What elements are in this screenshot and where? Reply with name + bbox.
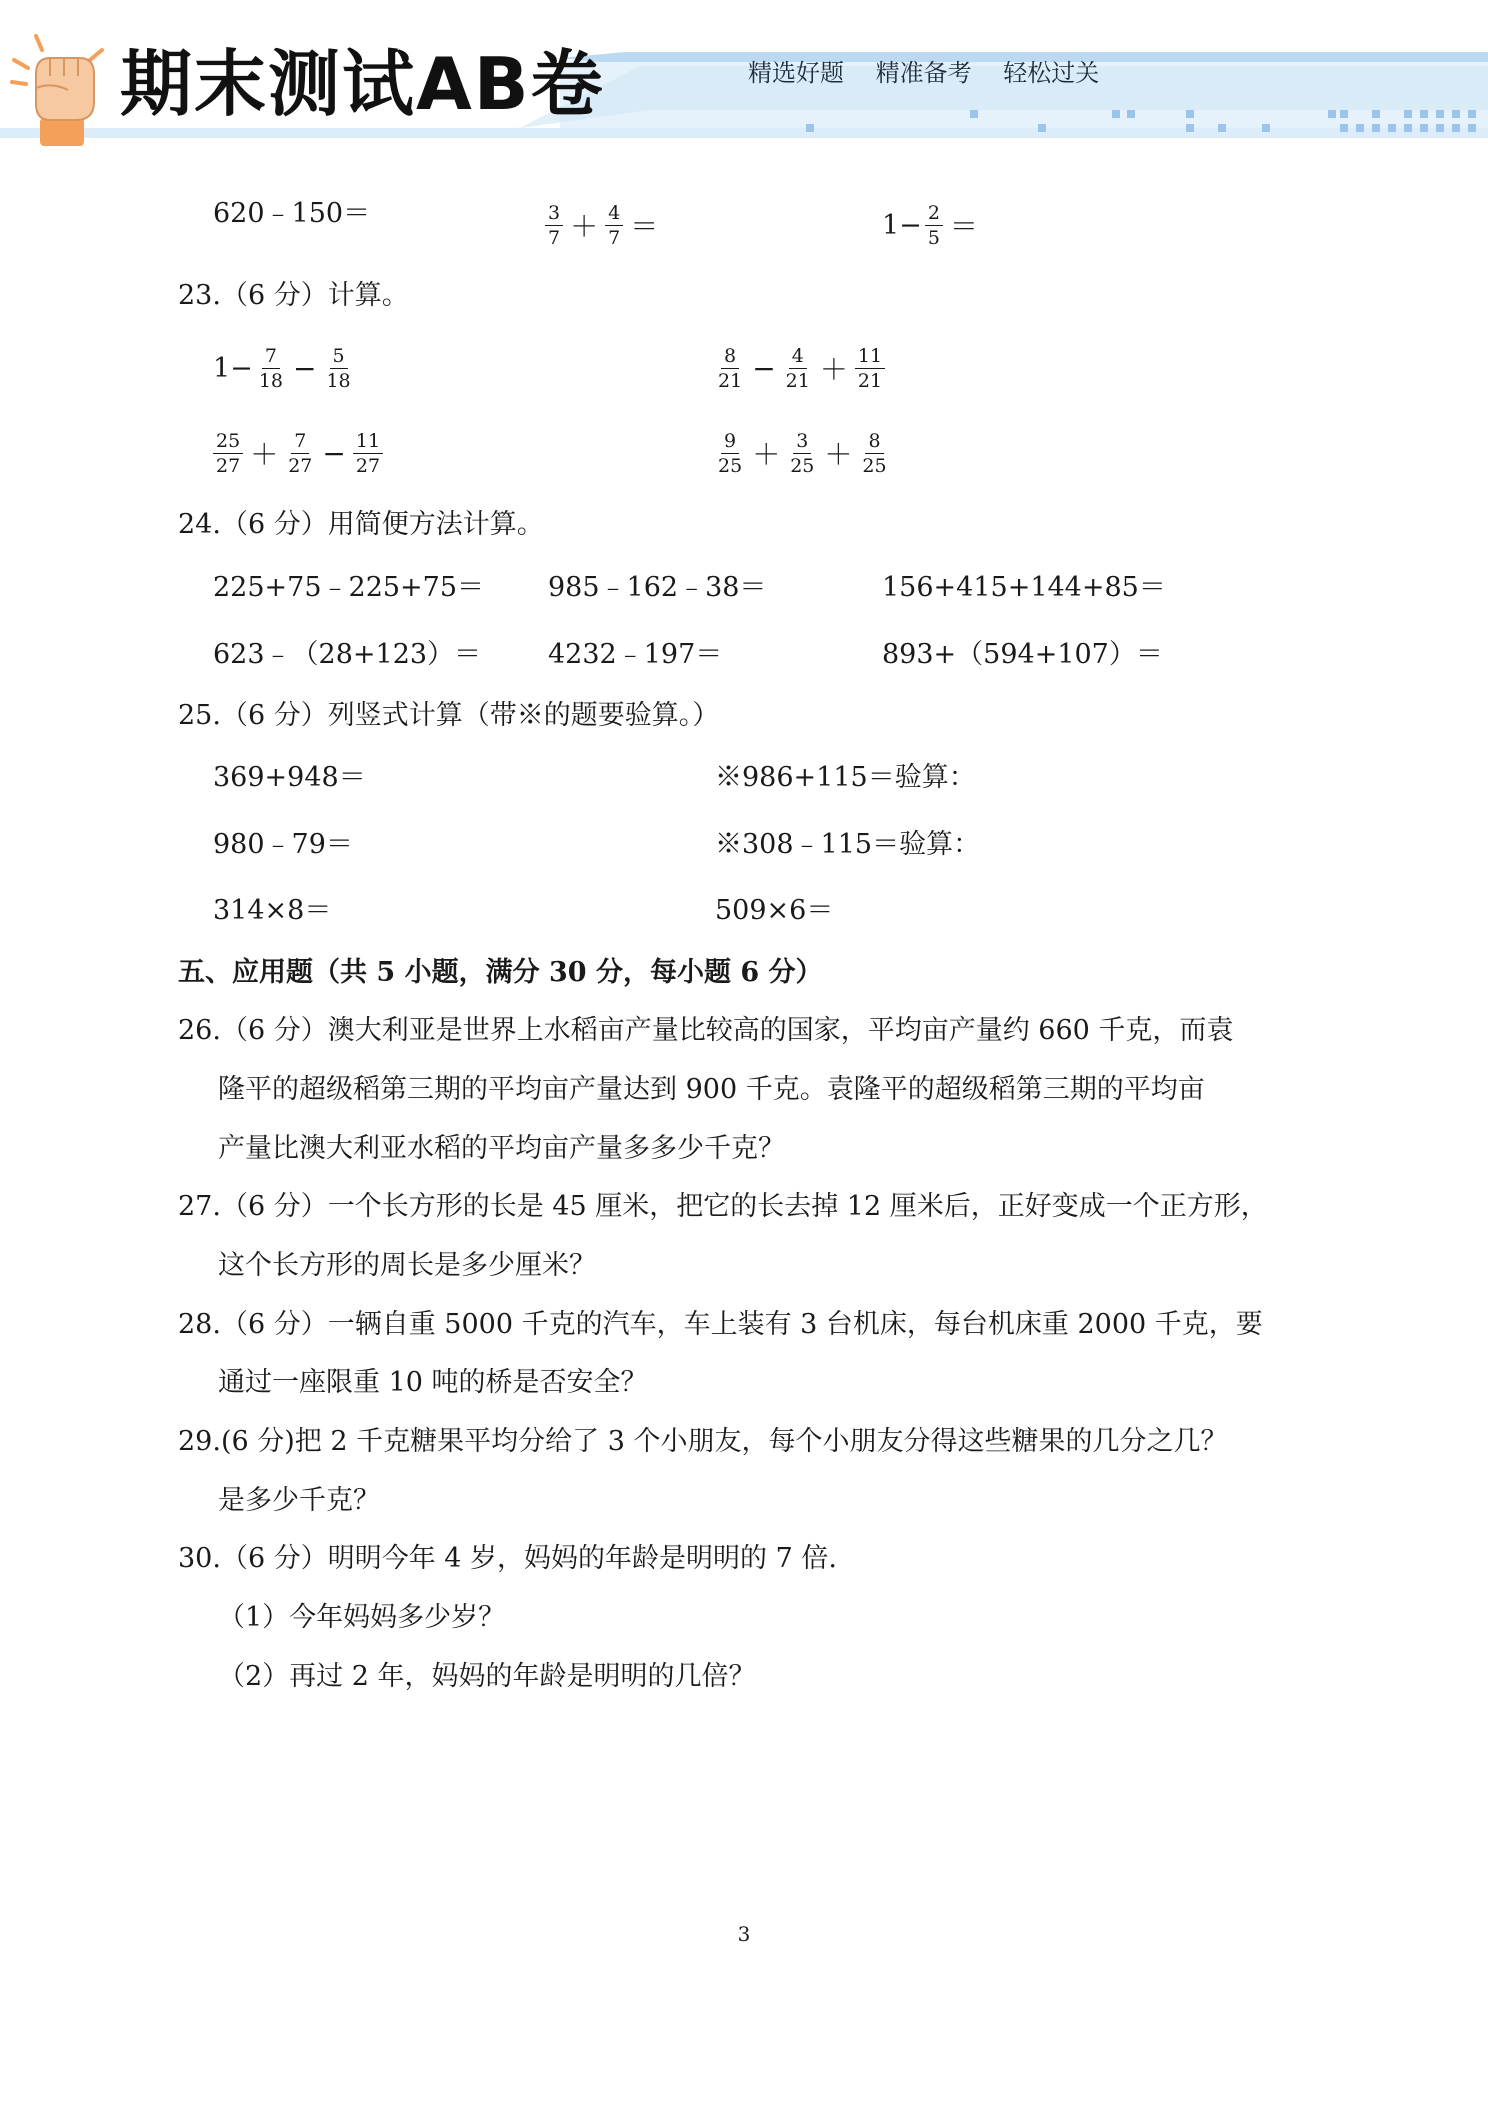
question-30-part-2: （2）再过 2 年，妈妈的年龄是明明的几倍？ <box>218 1661 756 1692</box>
question-28-line-2: 通过一座限重 10 吨的桥是否安全？ <box>218 1367 648 1398</box>
q24-expression: 623﹣（28+123）＝ <box>213 639 482 670</box>
fraction: $\frac{3}{7}$ <box>545 202 563 249</box>
question-27-line-2: 这个长方形的周长是多少厘米？ <box>218 1250 596 1281</box>
question-26-line-1: 26.（6 分）澳大利亚是世界上水稻亩产量比较高的国家，平均亩产量约 660 千克，而袁 <box>178 1015 1234 1046</box>
q24-expression: 4232﹣197＝ <box>548 639 723 670</box>
fraction: $\frac{8}{25}$ <box>862 429 887 477</box>
fraction: $\frac{25}{27}$ <box>213 430 243 477</box>
fraction: $\frac{4}{21}$ <box>785 344 810 392</box>
question-26-line-2: 隆平的超级稻第三期的平均亩产量达到 900 千克。袁隆平的超级稻第三期的平均亩 <box>218 1074 1205 1105</box>
header-slogans <box>748 58 1123 88</box>
question-24-title: 24.（6 分）用简便方法计算。 <box>178 509 544 540</box>
fraction: $\frac{3}{25}$ <box>790 429 815 477</box>
q23-expression-2: $\frac{8}{21}$ − $\frac{4}{21}$ ＋ $\frac{11}{21}$ <box>712 336 888 400</box>
fraction: $\frac{7}{27}$ <box>288 429 313 477</box>
section-5-heading: 五、应用题（共 5 小题，满分 30 分，每小题 6 分） <box>178 957 823 988</box>
question-29-line-2: 是多少千克？ <box>218 1485 380 1516</box>
brand-title: 期末测试AB卷 <box>120 42 605 126</box>
fraction: $\frac{8}{21}$ <box>718 344 743 392</box>
fraction: $\frac{11}{27}$ <box>353 430 383 477</box>
question-28-line-1: 28.（6 分）一辆自重 5000 千克的汽车，车上装有 3 台机床，每台机床重 2000 千克，要 <box>178 1309 1263 1340</box>
q25-expression: 980﹣79＝ <box>213 829 353 860</box>
fraction: $\frac{2}{5}$ <box>925 202 943 249</box>
expression-620-minus-150: 620﹣150＝ <box>213 198 371 229</box>
question-25-title: 25.（6 分）列竖式计算（带※的题要验算。） <box>178 700 720 731</box>
q24-expression: 985﹣162﹣38＝ <box>548 572 767 603</box>
q23-expression-1: 1− $\frac{7}{18}$ − $\frac{5}{18}$ <box>213 336 357 400</box>
q23-expression-4: $\frac{9}{25}$ ＋ $\frac{3}{25}$ ＋ $\frac{8}{25}$ <box>712 421 893 485</box>
q24-expression: 225+75﹣225+75＝ <box>213 572 485 603</box>
fraction: $\frac{9}{25}$ <box>718 429 743 477</box>
q25-expression: 509×6＝ <box>715 895 834 926</box>
expression-fraction-sum: $\frac{3}{7}$ ＋ $\frac{4}{7}$ ＝ <box>542 193 662 257</box>
fraction: $\frac{11}{21}$ <box>855 345 885 392</box>
question-27-line-1: 27.（6 分）一个长方形的长是 45 厘米，把它的长去掉 12 厘米后，正好变成一个正方形， <box>178 1191 1268 1222</box>
slogan-3: 轻松过关 <box>1003 59 1100 87</box>
q24-expression: 156+415+144+85＝ <box>882 572 1166 603</box>
raised-fist-icon <box>6 30 118 148</box>
question-23-title: 23.（6 分）计算。 <box>178 280 409 311</box>
q25-expression: ※986+115＝验算： <box>715 762 976 793</box>
fraction: $\frac{4}{7}$ <box>605 202 623 249</box>
question-30-line-1: 30.（6 分）明明今年 4 岁，妈妈的年龄是明明的 7 倍. <box>178 1543 837 1574</box>
slogan-2: 精准备考 <box>875 59 972 87</box>
expression-one-minus-fraction: 1− $\frac{2}{5}$ ＝ <box>882 201 978 249</box>
q25-expression: ※308﹣115＝验算： <box>715 829 981 860</box>
question-26-line-3: 产量比澳大利亚水稻的平均亩产量多多少千克？ <box>218 1133 785 1164</box>
q25-expression: 369+948＝ <box>213 762 366 793</box>
q24-expression: 893+（594+107）＝ <box>882 639 1163 670</box>
q23-expression-3: $\frac{25}{27}$ ＋ $\frac{7}{27}$ − $\frac{11}{27}$ <box>210 421 386 485</box>
fraction: $\frac{5}{18}$ <box>326 344 351 392</box>
question-30-part-1: （1）今年妈妈多少岁？ <box>218 1602 506 1633</box>
q25-expression: 314×8＝ <box>213 895 332 926</box>
question-29-line-1: 29.(6 分)把 2 千克糖果平均分给了 3 个小朋友，每个小朋友分得这些糖果的几分之几？ <box>178 1426 1228 1457</box>
slogan-1: 精选好题 <box>748 59 844 87</box>
page-number: 3 <box>737 1922 751 1946</box>
fraction: $\frac{7}{18}$ <box>258 344 283 392</box>
